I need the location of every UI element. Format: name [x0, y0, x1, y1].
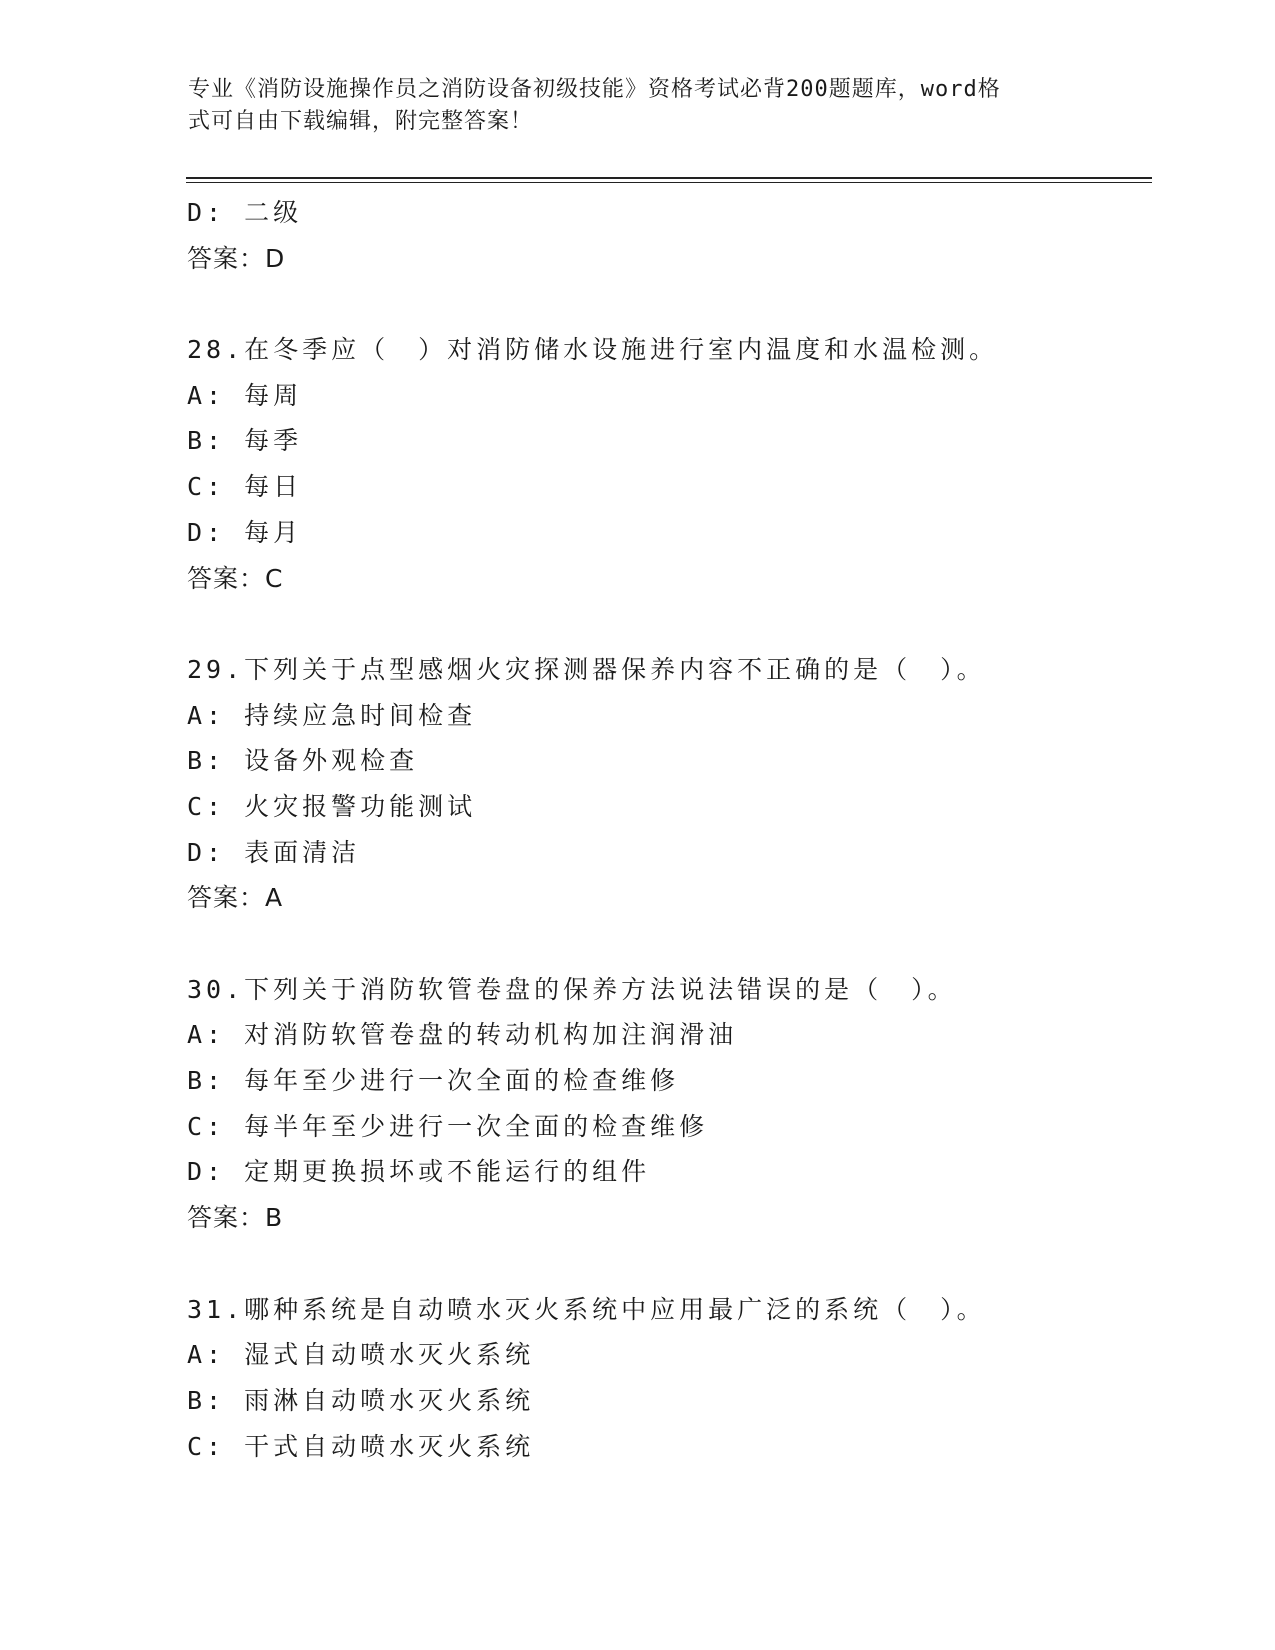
answer: 答案：A [187, 883, 284, 913]
prev-option-d: D: 二级 [187, 198, 303, 227]
header-title-line-1: 专业《消防设施操作员之消防设备初级技能》资格考试必背200题题库，word格 [188, 77, 1001, 102]
prev-answer: 答案：D [187, 243, 286, 273]
answer: 答案：B [187, 1203, 284, 1233]
spacer [187, 281, 1147, 327]
option-b: B: 每季 [187, 426, 303, 456]
question-28 [187, 327, 1147, 601]
option-b: B: 每年至少进行一次全面的检查维修 [187, 1066, 680, 1096]
question-stem: 29.下列关于点型感烟火灾探测器保养内容不正确的是（ ）。 [187, 654, 986, 684]
header-divider-thick [186, 177, 1152, 179]
option-a: A: 湿式自动喷水灭火系统 [187, 1340, 535, 1370]
question-29 [187, 647, 1147, 921]
question-stem: 31.哪种系统是自动喷水灭火系统中应用最广泛的系统（ ）。 [187, 1294, 986, 1324]
option-c: C: 火灾报警功能测试 [187, 791, 477, 821]
option-a: A: 持续应急时间检查 [187, 700, 477, 730]
question-30 [187, 967, 1147, 1241]
option-c: C: 干式自动喷水灭火系统 [187, 1431, 535, 1461]
question-stem: 28.在冬季应（ ）对消防储水设施进行室内温度和水温检测。 [187, 335, 999, 365]
option-c: C: 每日 [187, 472, 303, 502]
spacer [187, 921, 1147, 967]
option-d: D: 表面清洁 [187, 837, 361, 867]
answer: 答案：C [187, 563, 284, 593]
option-d: D: 每月 [187, 517, 303, 547]
document-header [188, 74, 1068, 138]
question-list [187, 190, 1147, 1469]
option-d: D: 定期更换损坏或不能运行的组件 [187, 1157, 651, 1187]
option-b: B: 雨淋自动喷水灭火系统 [187, 1385, 535, 1415]
option-a: A: 每周 [187, 380, 303, 410]
option-b: B: 设备外观检查 [187, 746, 419, 776]
header-divider-thin [186, 182, 1152, 183]
question-31 [187, 1287, 1147, 1470]
header-title-line-2: 式可自由下载编辑，附完整答案！ [188, 109, 534, 134]
option-a: A: 对消防软管卷盘的转动机构加注润滑油 [187, 1020, 738, 1050]
question-stem: 30.下列关于消防软管卷盘的保养方法说法错误的是（ ）。 [187, 974, 957, 1004]
spacer [187, 1241, 1147, 1287]
spacer [187, 601, 1147, 647]
option-c: C: 每半年至少进行一次全面的检查维修 [187, 1111, 709, 1141]
